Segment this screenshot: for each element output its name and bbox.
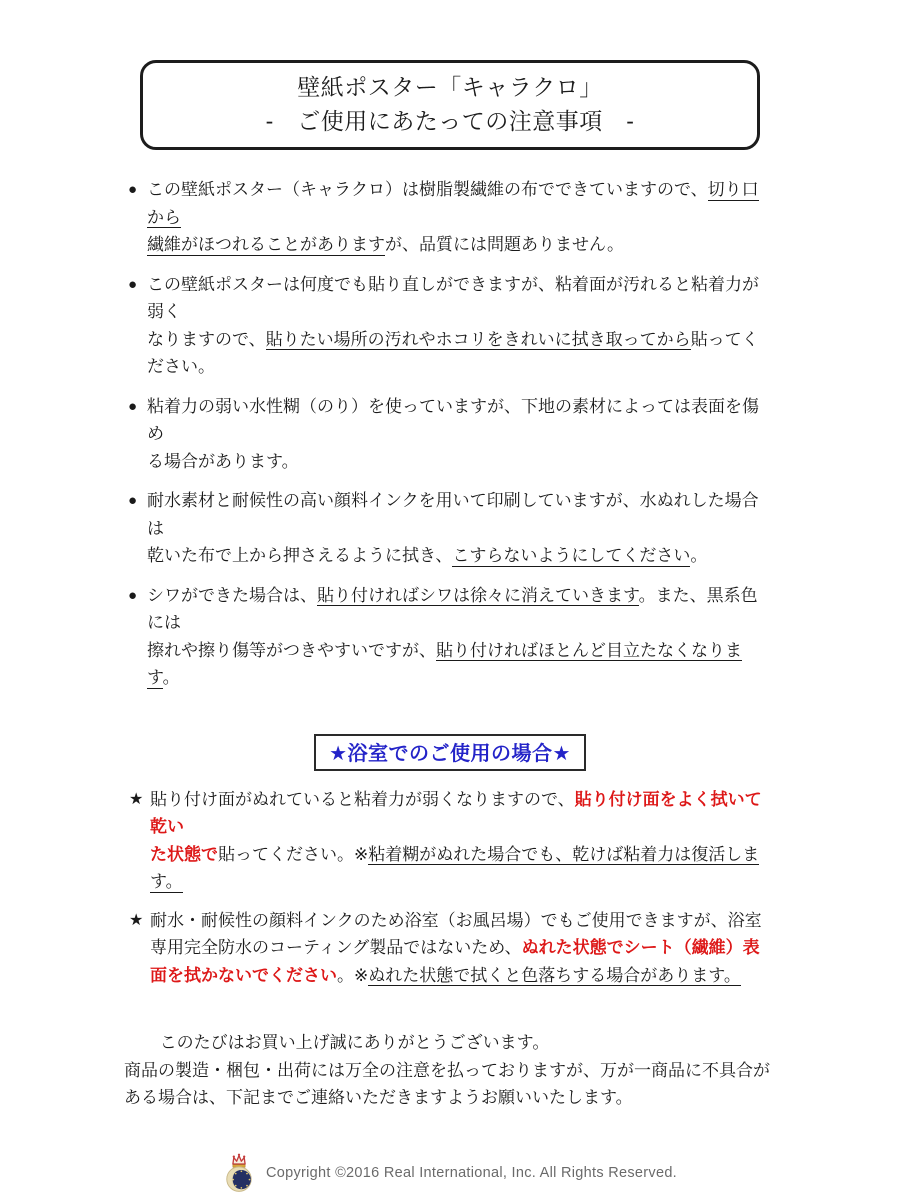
body-text: 。 xyxy=(690,546,708,565)
document-title-line2: - ご使用にあたっての注意事項 - xyxy=(265,108,635,134)
copyright-text: Copyright ©2016 Real International, Inc. All Rights Reserved. xyxy=(265,1164,678,1181)
underlined-text: 貼り付ければほとんど目立たなくなります xyxy=(147,640,742,687)
closing-line: このたびはお買い上げ誠にありがとうございます。 xyxy=(159,1033,550,1052)
underlined-text: 繊維がほつれることがあります xyxy=(147,235,385,254)
underlined-text: ぬれた状態で拭くと色落ちする場合があります。 xyxy=(368,965,741,985)
note-line xyxy=(147,637,770,692)
note-line xyxy=(147,231,770,259)
bullet-icon: ● xyxy=(128,492,138,509)
underlined-text: 切り口から xyxy=(147,180,759,227)
note-line xyxy=(147,271,770,326)
body-text: この壁紙ポスターは何度でも貼り直しができますが、粘着面が汚れると粘着力が弱く xyxy=(147,274,759,321)
body-text: 。※ xyxy=(337,965,369,985)
content-area xyxy=(124,176,770,1194)
closing-paragraph xyxy=(124,1029,770,1112)
note-line xyxy=(147,487,770,542)
emphasis-red-text: た状態で xyxy=(150,844,218,864)
crown-crest-logo xyxy=(223,1152,255,1194)
note-line xyxy=(147,326,770,381)
body-text: なりますので、 xyxy=(147,329,266,349)
note-line xyxy=(147,393,770,448)
body-text: 。 xyxy=(162,668,180,687)
body-text: る場合があります。 xyxy=(147,451,299,471)
body-text: が、品質には問題ありません。 xyxy=(385,235,625,254)
bullet-icon: ● xyxy=(128,275,138,293)
bath-section-heading-wrap xyxy=(130,734,770,771)
body-text: 擦れや擦り傷等がつきやすいですが、 xyxy=(147,640,436,660)
star-icon: ★ xyxy=(129,790,144,808)
usage-note xyxy=(130,271,770,381)
body-text: この壁紙ポスター（キャラクロ）は樹脂製繊維の布でできていますので、 xyxy=(147,180,708,199)
emphasis-red-text: 面を拭かないでください xyxy=(150,965,337,985)
body-text: 専用完全防水のコーティング製品ではないため、 xyxy=(150,938,522,957)
document-title-line1: 壁紙ポスター「キャラクロ」 xyxy=(297,74,603,100)
body-text: 耐水素材と耐候性の高い顔料インクを用いて印刷していますが、水ぬれした場合は xyxy=(147,491,759,538)
body-text: 。また、黒系色には xyxy=(147,585,758,632)
underlined-text: 貼り付ければシワは徐々に消えていきます xyxy=(317,585,639,605)
footer xyxy=(130,1152,770,1194)
bath-note xyxy=(130,907,770,990)
note-line xyxy=(147,582,770,637)
bullet-icon: ● xyxy=(128,397,138,415)
body-text: 貼ってください。※ xyxy=(218,844,369,864)
bath-notes-list xyxy=(130,786,770,990)
bullet-icon: ● xyxy=(128,181,138,198)
note-line xyxy=(150,962,770,990)
emphasis-red-text: ぬれた状態でシート（繊維）表 xyxy=(521,938,760,957)
star-icon: ★ xyxy=(129,911,144,929)
note-line xyxy=(150,907,770,935)
underlined-text: 貼りたい場所の汚れやホコリをきれいに拭き取ってから xyxy=(265,329,691,349)
note-line xyxy=(150,841,770,896)
bath-note xyxy=(130,786,770,896)
emphasis-red-text: 貼り付け面をよく拭いて乾い xyxy=(150,789,762,836)
usage-note xyxy=(130,487,770,570)
body-text: シワができた場合は、 xyxy=(147,585,317,605)
note-line xyxy=(150,934,770,962)
usage-note xyxy=(130,582,770,692)
underlined-text: こすらないようにしてください xyxy=(452,546,691,565)
body-text: 貼り付け面がぬれていると粘着力が弱くなりますので、 xyxy=(150,789,575,809)
note-line xyxy=(147,448,770,476)
bath-section-heading: ★浴室でのご使用の場合★ xyxy=(314,734,586,771)
body-text: 貼ってください。 xyxy=(147,329,759,376)
usage-note xyxy=(130,176,770,259)
note-line xyxy=(147,176,770,231)
underlined-text: 粘着糊がぬれた場合でも、乾けば粘着力は復活します。 xyxy=(150,844,760,891)
body-text: 粘着力の弱い水性糊（のり）を使っていますが、下地の素材によっては表面を傷め xyxy=(147,396,759,443)
title-box xyxy=(140,60,760,150)
usage-note xyxy=(130,393,770,476)
body-text: 耐水・耐候性の顔料インクのため浴室（お風呂場）でもご使用できますが、浴室 xyxy=(150,910,762,930)
bullet-icon: ● xyxy=(128,586,138,604)
usage-notes-list xyxy=(130,176,770,692)
body-text: 乾いた布で上から押さえるように拭き、 xyxy=(147,546,453,565)
note-line xyxy=(147,542,770,570)
closing-line: ある場合は、下記までご連絡いただきますようお願いいたします。 xyxy=(124,1088,633,1107)
note-line xyxy=(150,786,770,841)
closing-line: 商品の製造・梱包・出荷には万全の注意を払っておりますが、万が一商品に不具合が xyxy=(124,1060,770,1080)
